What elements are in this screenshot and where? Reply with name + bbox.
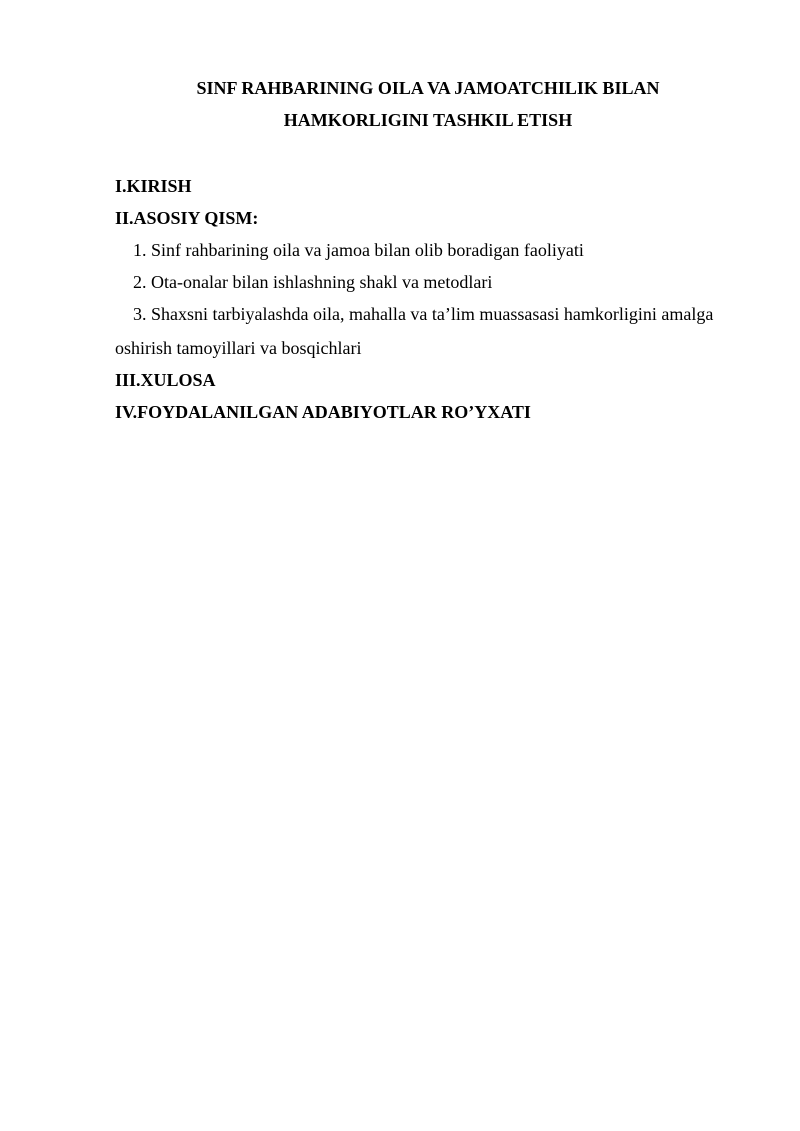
section-heading-references: IV.FOYDALANILGAN ADABIYOTLAR RO’YXATI	[115, 402, 531, 422]
list-item-3-continuation: oshirish tamoyillari va bosqichlari	[115, 338, 362, 358]
section-heading-main-part: II.ASOSIY QISM:	[115, 208, 259, 228]
page-title-line-1: SINF RAHBARINING OILA VA JAMOATCHILIK BILAN	[196, 78, 660, 98]
list-item-3: 3. Shaxsni tarbiyalashda oila, mahalla va ta’lim muassasasi hamkorligini amalga	[133, 304, 714, 324]
page-title-line-2: HAMKORLIGINI TASHKIL ETISH	[283, 110, 573, 130]
section-heading-conclusion: III.XULOSA	[115, 370, 216, 390]
section-heading-introduction: I.KIRISH	[115, 176, 192, 196]
list-item-1: 1. Sinf rahbarining oila va jamoa bilan olib boradigan faoliyati	[133, 240, 584, 260]
list-item-2: 2. Ota-onalar bilan ishlashning shakl va metodlari	[133, 272, 493, 292]
